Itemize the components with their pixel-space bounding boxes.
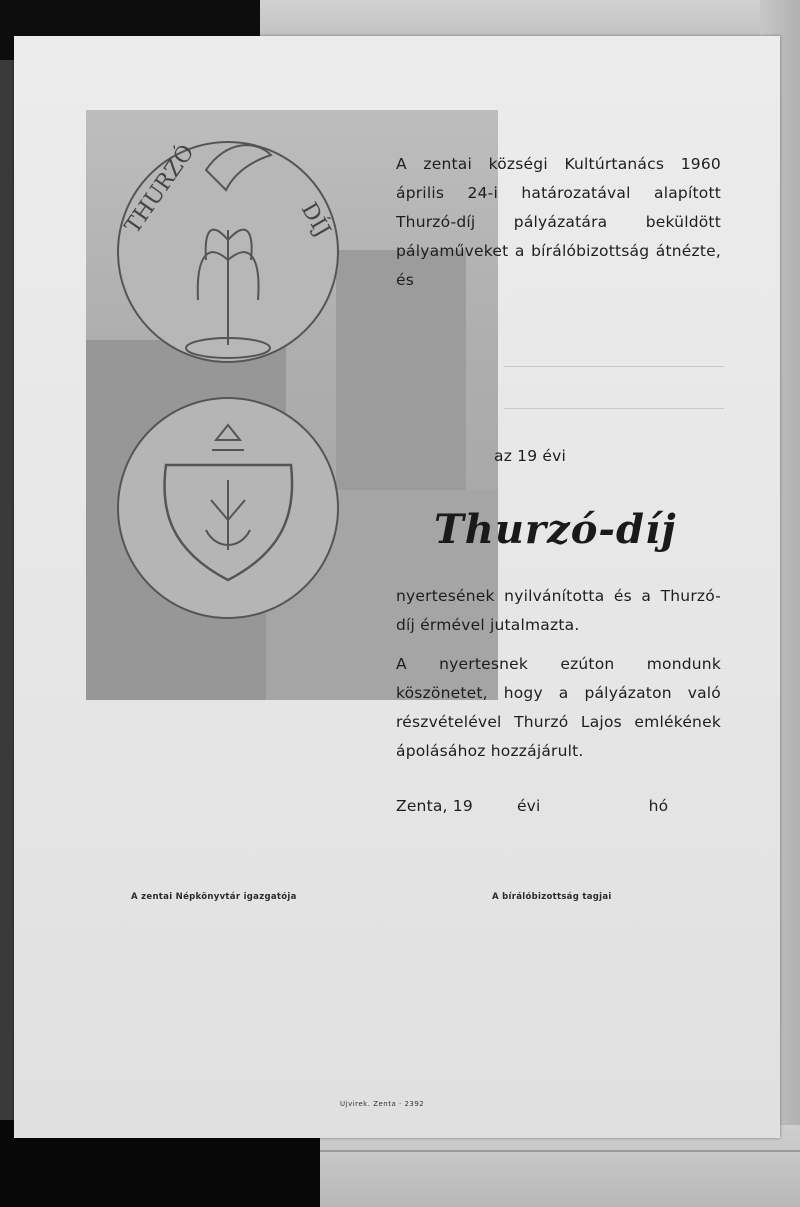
winner-paragraph: nyertesének nyilvánította és a Thurzó-díj érmével jutalmazta.	[396, 587, 721, 634]
fill-in-line	[504, 366, 724, 367]
intro-paragraph: A zentai községi Kultúrtanács 1960 április 24-i határozatával alapított Thurzó-díj pályázatára beküldött pályaműveket a bírálóbizottság átnézte, és	[396, 155, 721, 289]
thanks-paragraph: A nyertesnek ezúton mondunk köszönetet, hogy a pályázaton való részvételével Thurzó Lajos emlékének ápolásához hozzájárult.	[396, 655, 721, 760]
month-word: hó	[648, 797, 669, 815]
printer-mark: Ujvirek. Zenta · 2392	[340, 1100, 425, 1108]
award-title: Thurzó-díj	[434, 506, 677, 553]
place-date-line	[396, 792, 721, 821]
signature-label-director: A zentai Népkönyvtár igazgatója	[131, 892, 297, 902]
fill-in-line	[504, 408, 724, 409]
medal-lettering-right: DÍJ	[295, 198, 336, 242]
bottom-medal	[118, 398, 338, 618]
medal-lettering-left: THURZÓ	[120, 140, 200, 239]
top-medal	[118, 139, 338, 362]
year-line: az 19 évi	[494, 447, 567, 465]
year-word: évi	[516, 797, 541, 815]
signature-label-jury: A bírálóbizottság tagjai	[492, 892, 612, 902]
certificate-sheet	[14, 36, 780, 1138]
place-label: Zenta, 19	[396, 797, 473, 815]
plank-seam	[320, 1150, 800, 1152]
